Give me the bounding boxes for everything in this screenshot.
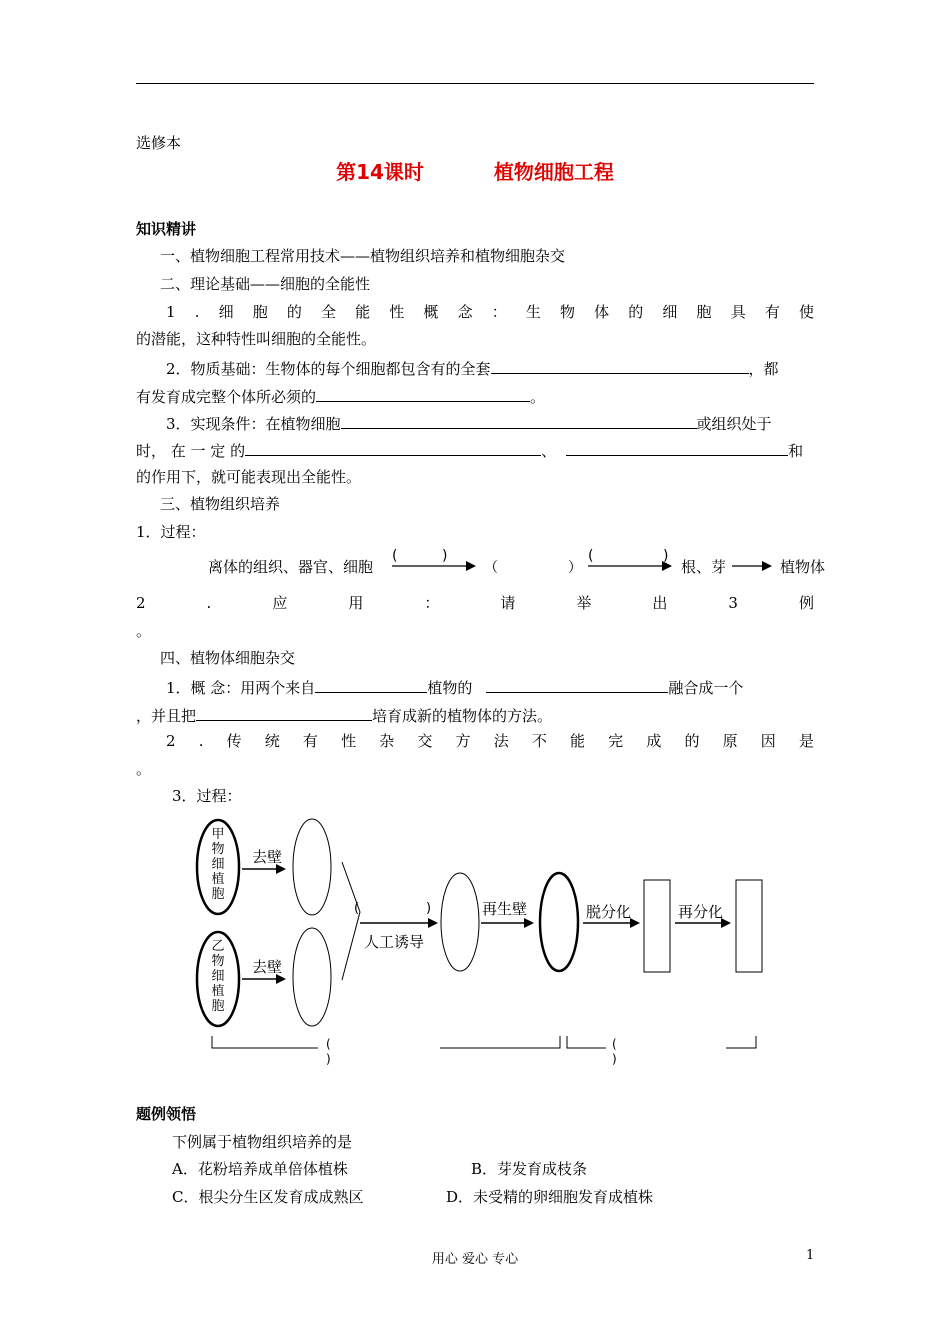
section-1: 一、植物细胞工程常用技术——植物组织培养和植物细胞杂交 [160,247,566,265]
flow-end-label: 植物体 [780,558,826,576]
q3b-prefix: 时， 在 一 定 的 [136,442,246,460]
bracket-answer-box-left[interactable] [318,1037,440,1065]
spread-char: 使 [798,303,814,321]
q2b-prefix: 有发育成完整个体所必须的 [136,388,317,406]
s3-application-line [136,593,814,613]
paren-close: ) [663,548,669,564]
spread-char: 胞 [252,303,268,321]
node-close: ） [568,560,582,576]
spread-char: 3 [728,594,738,612]
q3-line-b [136,439,803,461]
option-c[interactable]: C．根尖分生区发育成成熟区 [172,1188,364,1206]
spread-char: 举 [576,594,592,612]
q2-line-b [136,385,545,407]
dediff-label: 脱分化 [586,903,632,921]
answer-blank[interactable] [566,439,788,456]
spread-char: 能 [355,303,371,321]
book-label: 选修本 [136,134,182,152]
s4b-suffix: 培育成新的植物体的方法。 [372,707,553,725]
spread-char: 杂 [379,732,395,750]
q1-line [166,302,814,322]
s4a-prefix: 1．概 念：用两个来自 [166,679,316,697]
paren-close: ) [442,548,448,564]
spread-char: 生 [525,303,541,321]
spread-char: 2 [166,732,176,750]
s4-concept-line-b [136,704,552,726]
spread-char: 是 [798,732,814,750]
spread-char: 出 [652,594,668,612]
answer-blank[interactable] [486,676,668,693]
s4a-mid: 植物的 [427,679,473,697]
answer-blank[interactable] [491,357,749,374]
spread-char: 成 [646,732,662,750]
q2-prefix: 2．物质基础：生物体的每个细胞都包含有的全套 [166,360,491,378]
flow-node-roots: 根、芽 [681,558,727,576]
remove-wall-label-b: 去壁 [252,958,283,976]
spread-char: 统 [264,732,280,750]
cell-b-label: 乙物细植胞 [211,939,225,1014]
spread-char: . [194,303,200,321]
spread-char: ： [424,594,440,612]
option-b[interactable]: B．芽发育成枝条 [471,1160,588,1178]
remove-wall-label-a: 去壁 [252,848,283,866]
spread-char: 2 [136,594,146,612]
regen-wall-label: 再生壁 [482,900,528,918]
paren-open: ( [588,548,594,564]
spread-char: 概 [423,303,439,321]
spread-char: 全 [321,303,337,321]
spread-char: 法 [493,732,509,750]
flow-start-label: 离体的组织、器官、细胞 [208,558,374,576]
s4b-prefix: ，并且把 [136,707,197,725]
q3-line-a [166,412,772,434]
spread-char: 完 [608,732,624,750]
spread-char: 能 [570,732,586,750]
period: 。 [136,622,152,640]
page-title [0,158,950,186]
lesson-topic: 植物细胞工程 [493,160,614,184]
bracket-answer-box-right[interactable] [606,1037,726,1065]
spread-char: 性 [389,303,405,321]
section-2: 二、理论基础——细胞的全能性 [160,275,371,293]
spread-char: 的 [684,732,700,750]
paren-open: ( [326,1037,331,1051]
q3b-mid: 、 [541,442,557,460]
q2-line-a [166,357,779,379]
spread-char: 细 [662,303,678,321]
merge-bracket [342,862,360,980]
question-stem: 下例属于植物组织培养的是 [172,1133,353,1151]
fused-protoplast [441,873,479,971]
s4-process-label: 3．过程： [172,787,242,805]
spread-char: 请 [500,594,516,612]
hybridization-diagram [180,810,800,1080]
paren-open: ( [612,1037,617,1051]
protoplast-b [293,928,331,1026]
spread-char: 例 [798,594,814,612]
spread-char: 原 [722,732,738,750]
protoplast-a [293,819,331,915]
plant-box [736,880,762,972]
paren-open: ( [354,901,360,916]
option-d[interactable]: D．未受精的卵细胞发育成植株 [446,1188,654,1206]
spread-char: 用 [348,594,364,612]
answer-blank[interactable] [341,412,697,429]
q3a-prefix: 3．实现条件：在植物细胞 [166,415,341,433]
section-heading-knowledge: 知识精讲 [136,220,197,238]
callus-box [644,880,670,972]
section-3: 三、植物组织培养 [160,495,281,513]
cell-a-label: 甲物细植胞 [211,827,225,902]
footer-slogan: 用心 爱心 专心 [431,1252,519,1267]
spread-char: . [206,594,212,612]
spread-char: 应 [272,594,288,612]
s4-concept-line-a [166,676,743,698]
answer-blank[interactable] [245,439,541,456]
section-4: 四、植物体细胞杂交 [160,649,296,667]
spread-char: . [198,732,204,750]
spread-char: ： [491,303,507,321]
induce-label: 人工诱导 [364,933,425,951]
spread-char: 的 [628,303,644,321]
q2b-suffix: 。 [530,388,546,406]
header-rule [136,83,814,84]
spread-char: 传 [226,732,242,750]
spread-char: 有 [302,732,318,750]
spread-char: 有 [764,303,780,321]
page-number: 1 [806,1248,815,1263]
spread-char: 因 [760,732,776,750]
spread-char: 念 [457,303,473,321]
spread-char: 1 [166,303,176,321]
section-3-process: 1．过程： [136,523,206,541]
spread-char: 细 [218,303,234,321]
rediff-label: 再分化 [678,903,724,921]
spread-char: 具 [730,303,746,321]
period: 。 [136,760,152,778]
section-heading-examples: 题例领悟 [136,1105,197,1123]
q3b-suffix: 和 [788,442,804,460]
paren-close: ) [326,1052,331,1066]
spread-char: 体 [594,303,610,321]
option-a[interactable]: A．花粉培养成单倍体植株 [172,1160,348,1178]
spread-char: 胞 [696,303,712,321]
paren-open: ( [392,548,398,564]
hybrid-cell [540,873,578,971]
spread-char: 交 [417,732,433,750]
spread-char: 性 [341,732,357,750]
q3a-suffix: 或组织处于 [696,415,772,433]
paren-close: ) [426,901,432,916]
s4a-suffix: 融合成一个 [668,679,744,697]
spread-char: 的 [286,303,302,321]
q1-continuation: 的潜能，这种特性叫细胞的全能性。 [136,330,377,348]
paren-close: ) [612,1052,617,1066]
answer-blank[interactable] [196,704,372,721]
node-open: （ [484,560,498,576]
q2-suffix: ，都 [748,360,779,378]
q3-line-c: 的作用下，就可能表现出全能性。 [136,468,362,486]
spread-char: 方 [455,732,471,750]
answer-blank[interactable] [316,385,530,402]
s4-reason-line [166,731,814,751]
tissue-culture-flow [200,542,840,586]
spread-char: 不 [531,732,547,750]
answer-blank[interactable] [315,676,427,693]
spread-char: 物 [559,303,575,321]
lesson-number: 第14课时 [336,160,424,184]
